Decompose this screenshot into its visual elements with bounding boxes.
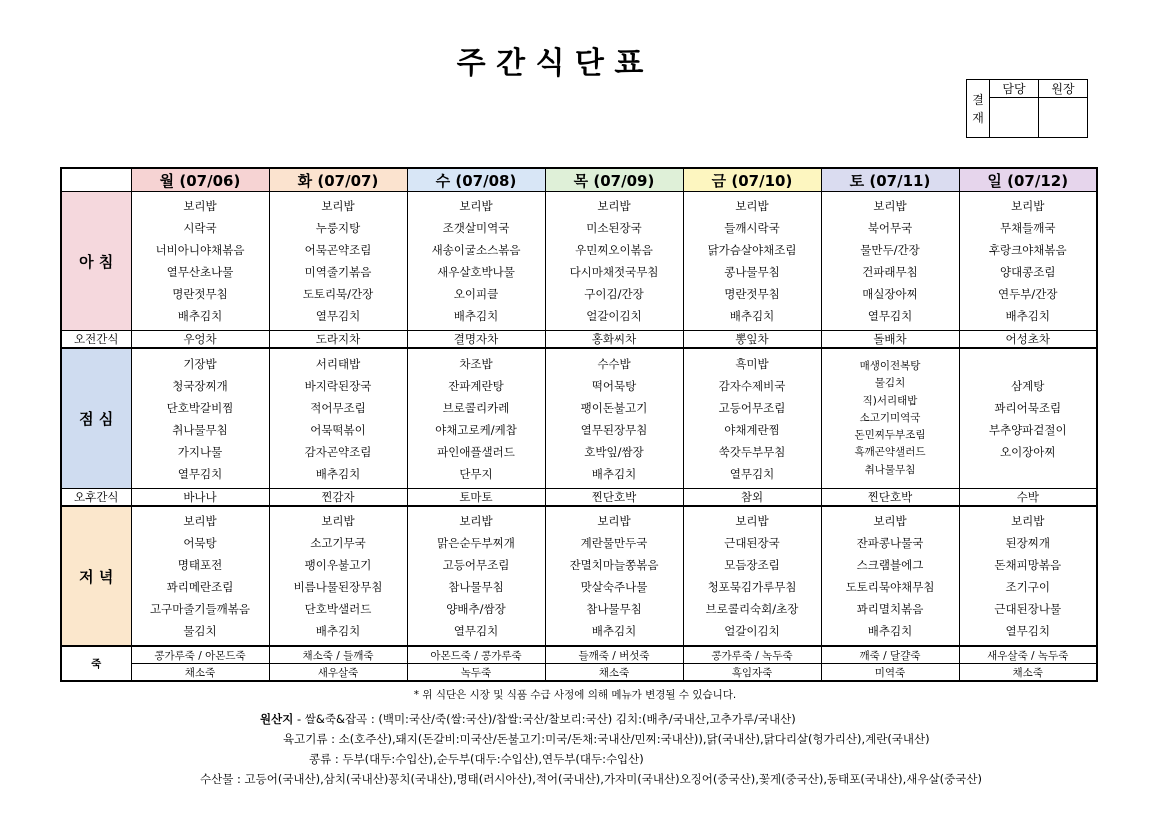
origin-rice-line — [260, 711, 796, 727]
menu-item: 배추김치 — [1005, 309, 1050, 323]
menu-item: 북어무국 — [867, 221, 913, 235]
menu-item: 도토리묵/간장 — [302, 287, 374, 301]
pm-snack-cell-fri: 참외 — [683, 489, 821, 507]
porridge-cell-a-tue: 채소죽 / 들깨죽 — [269, 646, 407, 664]
menu-item: 파인애플샐러드 — [437, 444, 515, 459]
menu-item: 보리밥 — [183, 199, 217, 213]
menu-item: 계란물만두국 — [580, 536, 648, 550]
menu-item: 시락국 — [183, 221, 217, 235]
menu-item: 보리밥 — [735, 199, 769, 213]
footer-note: * 위 식단은 시장 및 식품 수급 사정에 의해 메뉴가 변경될 수 있습니다. — [413, 689, 737, 701]
breakfast-row — [61, 192, 1097, 331]
menu-item: 맑은순두부찌개 — [437, 536, 515, 550]
day-header-fri: 금 (07/10) — [683, 168, 821, 192]
page-title: 주 간 식 단 표 — [456, 46, 644, 81]
porridge-cell-b-tue: 새우살죽 — [269, 664, 407, 682]
menu-item: 야채고로케/케찹 — [435, 422, 517, 437]
menu-item: 배추김치 — [453, 309, 499, 323]
menu-item: 우민찌오이볶음 — [575, 243, 653, 257]
approval-label: 결 재 — [967, 80, 990, 138]
menu-item: 참나물무침 — [448, 580, 504, 594]
lunch-cell-sat — [821, 348, 959, 489]
menu-item: 꽈리어묵조림 — [994, 400, 1062, 415]
origin-label: 원산지 — [260, 712, 294, 726]
am-snack-cell-mon: 우엉차 — [131, 331, 269, 349]
menu-item: 수수밥 — [597, 356, 631, 371]
menu-item: 고구마줄기들깨볶음 — [150, 602, 250, 616]
menu-item: 너비아니야채볶음 — [155, 243, 245, 257]
menu-item: 단호박샐러드 — [304, 602, 372, 616]
breakfast-cell-wed — [407, 192, 545, 331]
breakfast-cell-mon — [131, 192, 269, 331]
menu-item: 양배추/쌈장 — [446, 602, 506, 616]
menu-item: 잔멸치마늘쫑볶음 — [569, 558, 659, 572]
corner-cell — [61, 168, 131, 192]
menu-item: 꽈리멸치볶음 — [856, 602, 924, 616]
menu-item: 소고기무국 — [310, 536, 366, 550]
menu-item: 배추김치 — [591, 624, 637, 638]
menu-item: 새송이굴소스볶음 — [431, 243, 521, 257]
menu-item: 보리밥 — [597, 514, 631, 528]
menu-item: 보리밥 — [1011, 199, 1045, 213]
menu-item: 돈민찌두부조림 — [854, 429, 926, 442]
menu-item: 배추김치 — [591, 466, 637, 481]
menu-item: 브로콜리카레 — [442, 400, 510, 415]
menu-item: 열무김치 — [453, 624, 499, 638]
menu-item: 취나물무침 — [172, 422, 228, 437]
menu-item: 보리밥 — [321, 514, 355, 528]
am-snack-label: 오전간식 — [61, 331, 131, 349]
lunch-cell-fri — [683, 348, 821, 489]
lunch-cell-thu — [545, 348, 683, 489]
menu-item: 적어무조림 — [310, 400, 366, 415]
day-header-row — [61, 168, 1097, 192]
lunch-cell-mon — [131, 348, 269, 489]
pm-snack-cell-thu: 찐단호박 — [545, 489, 683, 507]
menu-item: 보리밥 — [873, 199, 907, 213]
menu-item: 바지락된장국 — [304, 378, 372, 393]
menu-item: 소고기미역국 — [859, 411, 921, 424]
menu-item: 팽이돈불고기 — [580, 400, 648, 415]
menu-item: 맛살숙주나물 — [580, 580, 648, 594]
breakfast-cell-thu — [545, 192, 683, 331]
origin-meat: 육고기류 : 소(호주산),돼지(돈갈비:미국산/돈불고기:미국/돈채:국내산/민찌:국내산)),닭(국내산),닭다리살(헝가리산),계란(국내산) — [283, 732, 930, 746]
pm-snack-label: 오후간식 — [61, 489, 131, 507]
menu-item: 팽이우불고기 — [304, 558, 372, 572]
menu-item: 흑깨곤약샐러드 — [854, 446, 926, 459]
porridge-cell-b-mon: 채소죽 — [131, 664, 269, 682]
menu-item: 열무김치 — [1005, 624, 1050, 638]
menu-item: 누룽지탕 — [315, 221, 361, 235]
menu-item: 삼계탕 — [1011, 378, 1045, 393]
dinner-cell-mon — [131, 506, 269, 646]
porridge-label: 죽 — [61, 646, 131, 681]
menu-item: 열무김치 — [867, 309, 913, 323]
menu-item: 된장찌개 — [1005, 536, 1050, 550]
lunch-label: 점 심 — [61, 348, 131, 489]
menu-item: 물만두/간장 — [860, 243, 920, 257]
menu-item: 어묵곤약조림 — [304, 243, 372, 257]
porridge-cell-a-mon: 콩가루죽 / 아몬드죽 — [131, 646, 269, 664]
am-snack-cell-sun: 어성초차 — [959, 331, 1097, 349]
pm-snack-cell-sat: 찐단호박 — [821, 489, 959, 507]
porridge-cell-a-sun: 새우살죽 / 녹두죽 — [959, 646, 1097, 664]
menu-item: 물김치 — [183, 624, 217, 638]
dinner-cell-thu — [545, 506, 683, 646]
menu-item: 열무산초나물 — [166, 265, 234, 279]
approval-manager-header: 담당 — [990, 80, 1039, 98]
pm-snack-cell-mon: 바나나 — [131, 489, 269, 507]
day-header-wed: 수 (07/08) — [407, 168, 545, 192]
origin-bean: 콩류 : 두부(대두:수입산),순두부(대두:수입산),연두부(대두:수입산) — [309, 752, 644, 766]
breakfast-cell-sat — [821, 192, 959, 331]
menu-item: 모듬장조림 — [724, 558, 780, 572]
menu-item: 비름나물된장무침 — [293, 580, 383, 594]
menu-item: 무채들깨국 — [999, 221, 1056, 235]
breakfast-cell-fri — [683, 192, 821, 331]
menu-item: 명란젓무침 — [724, 287, 780, 301]
menu-item: 연두부/간장 — [998, 287, 1058, 301]
menu-item: 보리밥 — [321, 199, 355, 213]
menu-item: 물김치 — [874, 377, 906, 390]
menu-item: 보리밥 — [873, 514, 907, 528]
approval-box — [966, 79, 1088, 138]
breakfast-label: 아 침 — [61, 192, 131, 331]
menu-item: 열무김치 — [177, 466, 223, 481]
day-header-thu: 목 (07/09) — [545, 168, 683, 192]
lunch-cell-sun — [959, 348, 1097, 489]
menu-item: 어묵탕 — [183, 536, 217, 550]
menu-item: 청국장찌개 — [172, 378, 228, 393]
menu-item: 오이피클 — [453, 287, 499, 301]
breakfast-cell-sun — [959, 192, 1097, 331]
menu-item: 조기구이 — [1005, 580, 1050, 594]
menu-item: 도토리묵야채무침 — [845, 580, 935, 594]
menu-item: 명란젓무침 — [172, 287, 228, 301]
porridge-cell-b-thu: 채소죽 — [545, 664, 683, 682]
menu-item: 가지나물 — [177, 444, 223, 459]
day-header-mon: 월 (07/06) — [131, 168, 269, 192]
menu-item: 보리밥 — [459, 514, 493, 528]
dinner-cell-wed — [407, 506, 545, 646]
menu-item: 열무된장무침 — [580, 422, 648, 437]
menu-item: 매실장아찌 — [862, 287, 918, 301]
menu-item: 떡어묵탕 — [591, 378, 637, 393]
origin-seafood: 수산물 : 고등어(국내산),삼치(국내산)꽁치(국내산),명태(러시아산),적어(국내산),가자미(국내산)오징어(중국산),꽃게(중국산),동태포(국내산),새우살(중국산) — [200, 772, 982, 786]
menu-item: 닭가슴살야채조림 — [707, 243, 797, 257]
menu-item: 오이장아찌 — [999, 444, 1056, 459]
breakfast-cell-tue — [269, 192, 407, 331]
porridge-cell-a-fri: 콩가루죽 / 녹두죽 — [683, 646, 821, 664]
menu-item: 미소된장국 — [586, 221, 642, 235]
dinner-label: 저 녁 — [61, 506, 131, 646]
menu-item: 미역줄기볶음 — [304, 265, 372, 279]
menu-item: 보리밥 — [459, 199, 493, 213]
menu-item: 양대콩조림 — [999, 265, 1056, 279]
menu-item: 고등어무조림 — [718, 400, 786, 415]
menu-item: 보리밥 — [735, 514, 769, 528]
menu-item: 기장밥 — [183, 356, 217, 371]
menu-item: 매생이전복탕 — [859, 359, 921, 372]
am-snack-cell-tue: 도라지차 — [269, 331, 407, 349]
menu-item: 얼갈이김치 — [586, 309, 642, 323]
am-snack-cell-fri: 뽕잎차 — [683, 331, 821, 349]
am-snack-cell-sat: 돌배차 — [821, 331, 959, 349]
am-snack-row — [61, 331, 1097, 349]
menu-item: 쑥갓두부무침 — [718, 444, 786, 459]
menu-item: 근대된장나물 — [994, 602, 1062, 616]
pm-snack-row — [61, 489, 1097, 507]
approval-director-signature — [1039, 98, 1088, 138]
dinner-cell-sat — [821, 506, 959, 646]
menu-item: 열무김치 — [315, 309, 361, 323]
menu-item: 감자수제비국 — [718, 378, 786, 393]
menu-item: 다시마채젓국무침 — [569, 265, 659, 279]
menu-item: 조갯살미역국 — [442, 221, 510, 235]
menu-item: 배추김치 — [729, 309, 775, 323]
menu-item: 어묵떡볶이 — [310, 422, 366, 437]
menu-item: 얼갈이김치 — [724, 624, 780, 638]
menu-item: 들깨시락국 — [724, 221, 780, 235]
day-header-sun: 일 (07/12) — [959, 168, 1097, 192]
lunch-cell-tue — [269, 348, 407, 489]
dinner-cell-sun — [959, 506, 1097, 646]
menu-item: 단무지 — [459, 466, 493, 481]
menu-item: 단호박갈비찜 — [166, 400, 234, 415]
pm-snack-cell-sun: 수박 — [959, 489, 1097, 507]
origin-rice: - 쌀&죽&잡곡 : (백미:국산/죽(쌀:국산)/찹쌀:국산/찰보리:국산) 김치:(배추/국내산,고추가루/국내산) — [296, 712, 796, 726]
pm-snack-cell-tue: 찐감자 — [269, 489, 407, 507]
menu-item: 건파래무침 — [862, 265, 918, 279]
menu-item: 명태포전 — [177, 558, 223, 572]
menu-item: 배추김치 — [177, 309, 223, 323]
menu-item: 보리밥 — [597, 199, 631, 213]
porridge-row-2 — [61, 664, 1097, 682]
approval-manager-signature — [990, 98, 1039, 138]
porridge-cell-a-thu: 들깨죽 / 버섯죽 — [545, 646, 683, 664]
menu-item: 호박잎/쌈장 — [584, 444, 644, 459]
menu-item: 고등어무조림 — [442, 558, 510, 572]
menu-item: 새우살호박나물 — [437, 265, 515, 279]
menu-item: 서리태밥 — [315, 356, 361, 371]
porridge-cell-b-sun: 채소죽 — [959, 664, 1097, 682]
menu-item: 구이김/간장 — [584, 287, 644, 301]
menu-item: 후랑크야채볶음 — [988, 243, 1067, 257]
menu-item: 감자곤약조림 — [304, 444, 372, 459]
weekly-menu-table — [60, 167, 1098, 682]
menu-item: 돈채피망볶음 — [994, 558, 1062, 572]
pm-snack-cell-wed: 토마토 — [407, 489, 545, 507]
menu-item: 브로콜리숙회/초장 — [705, 602, 799, 616]
day-header-sat: 토 (07/11) — [821, 168, 959, 192]
am-snack-cell-wed: 결명자차 — [407, 331, 545, 349]
porridge-cell-b-sat: 미역죽 — [821, 664, 959, 682]
porridge-row-1 — [61, 646, 1097, 664]
porridge-cell-b-fri: 흑임자죽 — [683, 664, 821, 682]
menu-item: 배추김치 — [867, 624, 913, 638]
menu-item: 잔파콩나물국 — [856, 536, 924, 550]
menu-item: 참나물무침 — [586, 602, 642, 616]
dinner-row — [61, 506, 1097, 646]
menu-item: 청포묵김가루무침 — [707, 580, 797, 594]
menu-item: 차조밥 — [459, 356, 493, 371]
menu-item: 흑미밥 — [735, 356, 769, 371]
dinner-cell-tue — [269, 506, 407, 646]
menu-item: 직)서리태밥 — [862, 394, 918, 407]
day-header-tue: 화 (07/07) — [269, 168, 407, 192]
menu-item: 야채계란찜 — [724, 422, 780, 437]
menu-item: 보리밥 — [1011, 514, 1045, 528]
menu-item: 잔파계란탕 — [448, 378, 504, 393]
lunch-row — [61, 348, 1097, 489]
menu-item: 보리밥 — [183, 514, 217, 528]
menu-item: 배추김치 — [315, 624, 361, 638]
porridge-cell-a-wed: 아몬드죽 / 콩가루죽 — [407, 646, 545, 664]
menu-item: 근대된장국 — [724, 536, 780, 550]
menu-item: 꽈리메란조림 — [166, 580, 234, 594]
menu-item: 배추김치 — [315, 466, 361, 481]
dinner-cell-fri — [683, 506, 821, 646]
porridge-cell-b-wed: 녹두죽 — [407, 664, 545, 682]
menu-item: 스크램블에그 — [856, 558, 924, 572]
menu-item: 부추양파겉절이 — [988, 422, 1067, 437]
porridge-cell-a-sat: 깨죽 / 달걀죽 — [821, 646, 959, 664]
menu-item: 콩나물무침 — [724, 265, 780, 279]
am-snack-cell-thu: 홍화씨차 — [545, 331, 683, 349]
menu-item: 열무김치 — [729, 466, 775, 481]
approval-director-header: 원장 — [1039, 80, 1088, 98]
menu-item: 취나물무침 — [864, 463, 916, 476]
lunch-cell-wed — [407, 348, 545, 489]
